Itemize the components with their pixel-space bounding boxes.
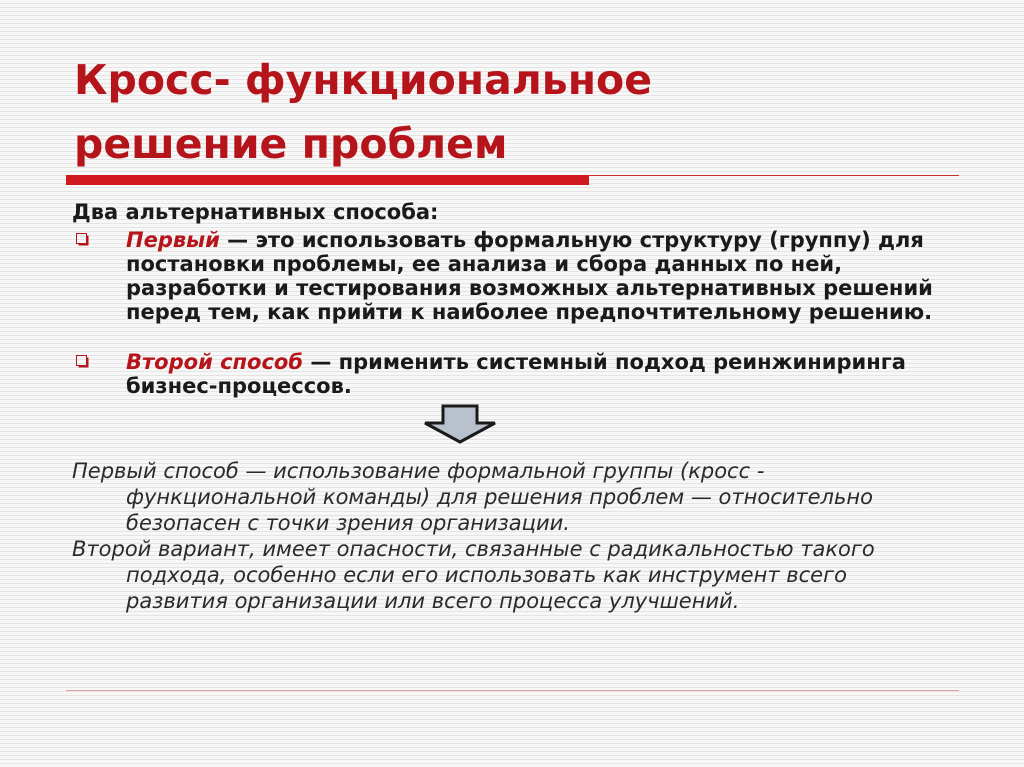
bullet-item-second [126,350,946,398]
title-underline-thick [66,175,589,185]
down-arrow-icon [422,404,498,444]
bullet-item-first [126,228,946,324]
intro-text: Два альтернативных способа: [72,200,439,224]
slide-title [74,48,974,176]
checkbox-square-icon [76,233,87,244]
note-second-method: Второй вариант, имеет опасности, связанные с радикальностью такого подхода, особенно если его использовать как инструмент всего развития организации или всего процесса улучшений. [72,537,875,613]
bullet-text-second: — применить системный подход реинжиниринга бизнес-процессов. [126,350,906,398]
checkbox-square-icon [76,355,87,366]
bullet-text-first: — это использовать формальную структуру (группу) для постановки проблемы, ее анализа и сбора данных по ней, разработки и тестирования возможных альтернативных решений перед тем, как прийти к наиболее предпочтительному решению. [126,228,933,324]
bullet-lead-first: Первый [126,228,220,252]
bullet-lead-second: Второй способ [126,350,304,374]
title-underline-thin [589,175,959,176]
slide-title-line-1: Кросс- функциональное [74,56,653,104]
note-first-method: Первый способ — использование формальной группы (кросс - функциональной команды) для решения проблем — относительно безопасен с точки зрения организации. [72,459,873,535]
footer-divider [66,690,959,691]
slide-title-line-2: решение проблем [74,120,508,168]
